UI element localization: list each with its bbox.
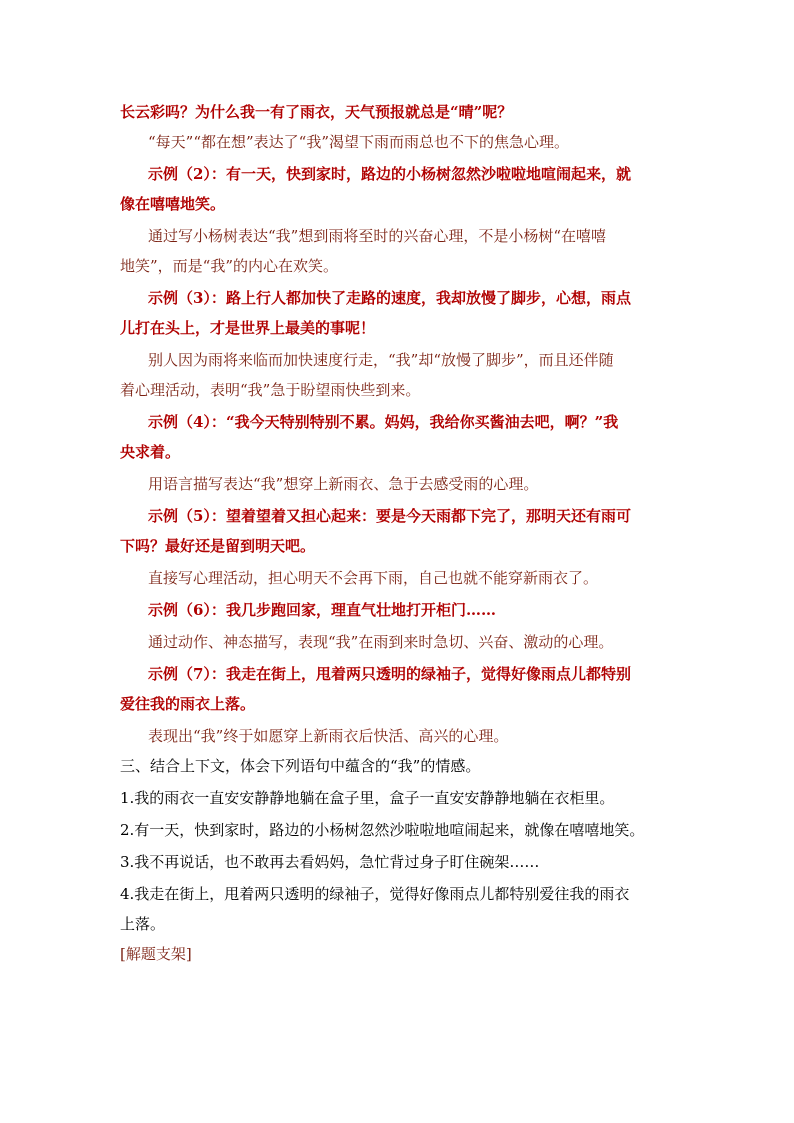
text-line: 央求着。	[120, 443, 181, 461]
text-line: 示例（4）：“我今天特别特别不累。妈妈，我给你买酱油去吧，啊？”我	[148, 413, 619, 431]
text-line: 示例（7）：我走在街上，甩着两只透明的绿袖子，觉得好像雨点儿都特别	[148, 665, 631, 683]
list-item: 2.有一天，快到家时，路边的小杨树忽然沙啦啦地喧闹起来，就像在嘻嘻地笑。	[120, 821, 645, 839]
list-item: 3.我不再说话，也不敢再去看妈妈，急忙背过身子盯住碗架……	[120, 853, 540, 871]
text-line: 示例（3）：路上行人都加快了走路的速度，我却放慢了脚步，心想，雨点	[148, 289, 631, 307]
text-line: 爱往我的雨衣上落。	[120, 695, 256, 713]
text-line: 示例（5）：望着望着又担心起来：要是今天雨都下完了，那明天还有雨可	[148, 507, 631, 525]
text-line: 儿打在头上，才是世界上最美的事呢！	[120, 319, 376, 337]
text-line: 示例（6）：我几步跑回家，理直气壮地打开柜门……	[148, 601, 496, 619]
text-line: 通过写小杨树表达“我”想到雨将至时的兴奋心理，不是小杨树“在嘻嘻	[148, 227, 607, 245]
text-line: 用语言描写表达“我”想穿上新雨衣、急于去感受雨的心理。	[148, 475, 539, 493]
text-line: 地笑”，而是“我”的内心在欢笑。	[120, 257, 339, 275]
text-line: 别人因为雨将来临而加快速度行走，“我”却“放慢了脚步”，而且还伴随	[148, 351, 614, 369]
section-label: [解题支架]	[120, 945, 192, 963]
text-line: “每天”“都在想”表达了“我”渴望下雨而雨总也不下的焦急心理。	[148, 133, 570, 151]
text-line: 着心理活动，表明“我”急于盼望雨快些到来。	[120, 381, 421, 399]
text-line: 长云彩吗？为什么我一有了雨衣，天气预报就总是“晴”呢？	[120, 103, 513, 121]
list-item: 1.我的雨衣一直安安静静地躺在盒子里，盒子一直安安静静地躺在衣柜里。	[120, 789, 615, 807]
text-line: 像在嘻嘻地笑。	[120, 195, 226, 213]
text-line: 直接写心理活动，担心明天不会再下雨，自己也就不能穿新雨衣了。	[148, 569, 599, 587]
section-heading: 三、结合上下文，体会下列语句中蕴含的“我”的情感。	[120, 757, 481, 775]
text-line: 通过动作、神态描写，表现“我”在雨到来时急切、兴奋、激动的心理。	[148, 633, 614, 651]
text-line: 示例（2）：有一天，快到家时，路边的小杨树忽然沙啦啦地喧闹起来，就	[148, 165, 631, 183]
list-item: 4.我走在街上，甩着两只透明的绿袖子，觉得好像雨点儿都特别爱往我的雨衣	[120, 885, 630, 903]
list-item-continuation: 上落。	[120, 915, 166, 933]
text-line: 表现出“我”终于如愿穿上新雨衣后快活、高兴的心理。	[148, 727, 509, 745]
text-line: 下吗？最好还是留到明天吧。	[120, 537, 316, 555]
